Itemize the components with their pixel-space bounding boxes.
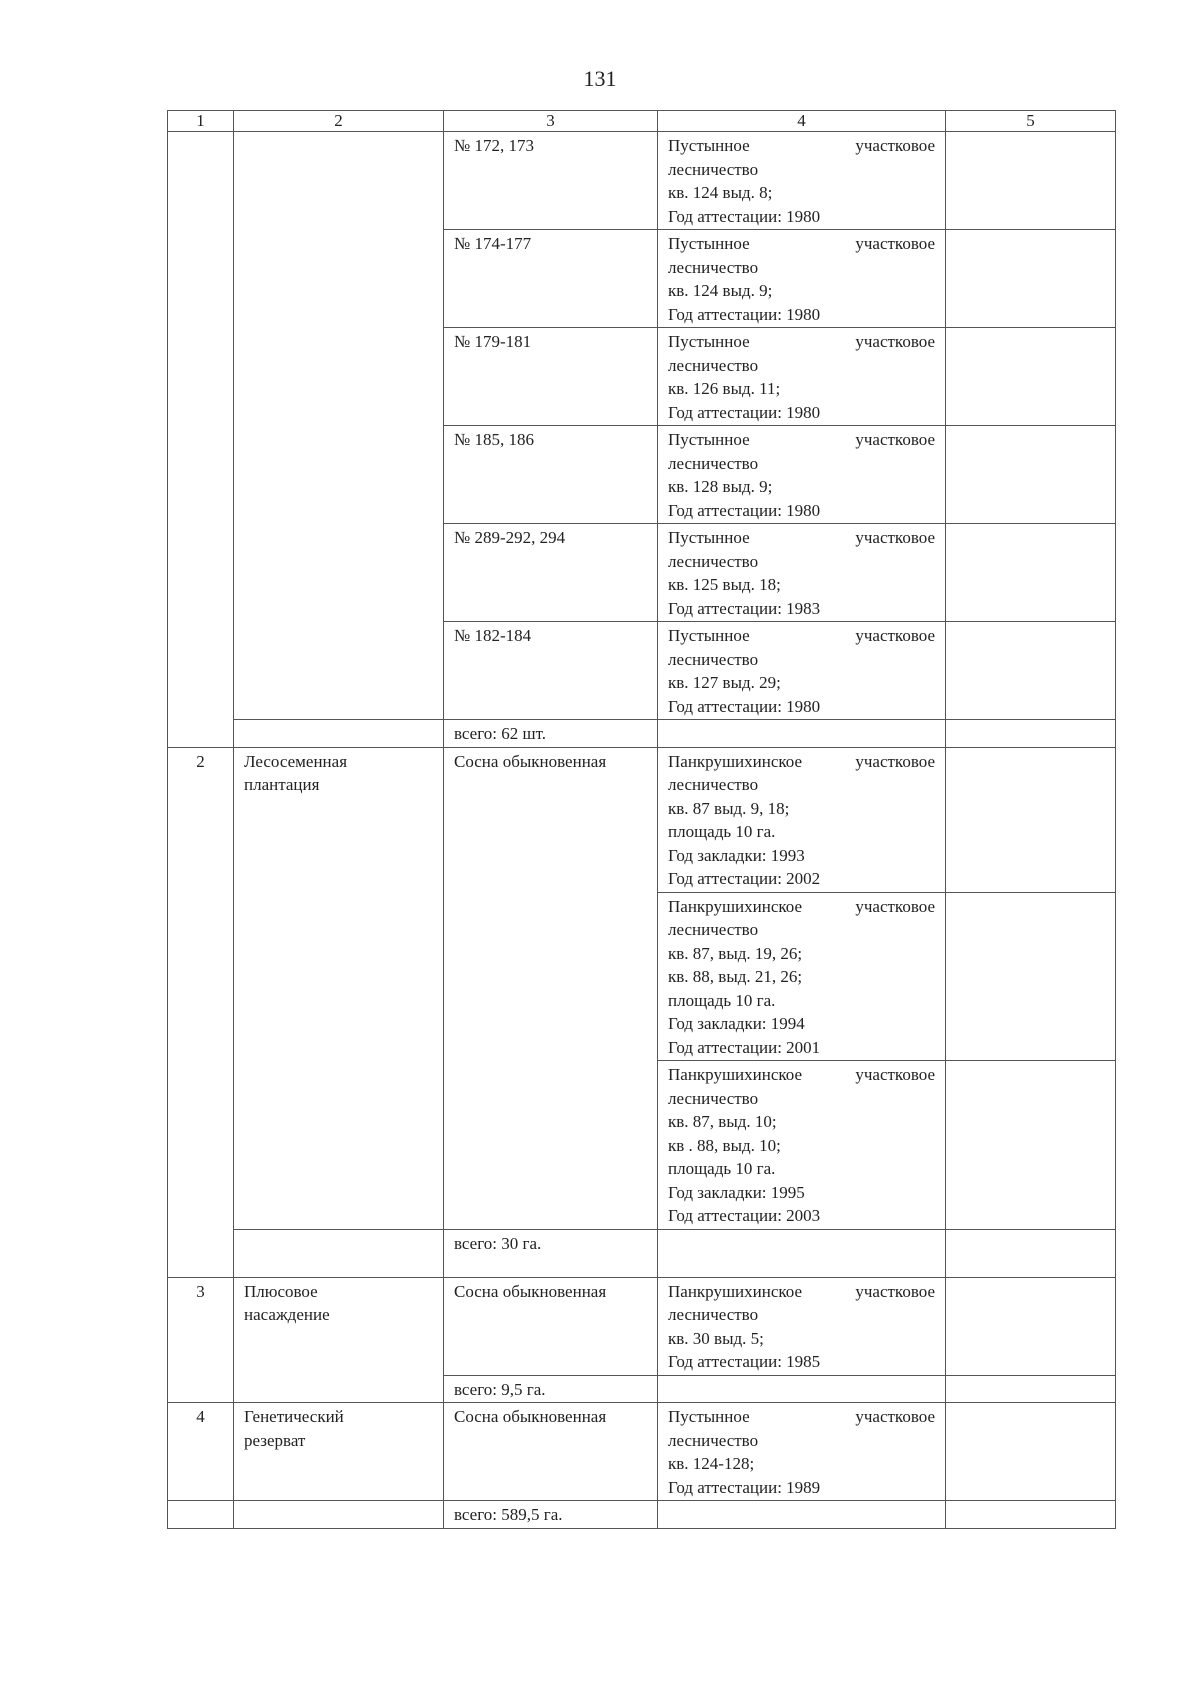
- object-id-cell: № 182-184: [444, 622, 658, 720]
- section-name-cell: [234, 1229, 444, 1277]
- notes-cell: [946, 132, 1116, 230]
- location-cell: Пустынное участковое лесничество кв. 126 выд. 11; Год аттестации: 1980: [658, 328, 946, 426]
- section-number-cell: 3: [168, 1277, 234, 1403]
- location-cell: Пустынное участковое лесничество кв. 124 выд. 9; Год аттестации: 1980: [658, 230, 946, 328]
- section-name-cell: Плюсовое насаждение: [234, 1277, 444, 1403]
- table-row: [168, 1403, 1116, 1501]
- table-row: [168, 747, 1116, 892]
- section-number-cell: [168, 132, 234, 748]
- table-row: [168, 1277, 1116, 1375]
- notes-cell: [946, 1277, 1116, 1375]
- notes-cell: [946, 1229, 1116, 1277]
- header-col-4: 4: [658, 111, 946, 132]
- object-id-cell: № 179-181: [444, 328, 658, 426]
- header-col-2: 2: [234, 111, 444, 132]
- section-name-cell: Генетический резерват: [234, 1403, 444, 1501]
- section-name-cell: Лесосеменная плантация: [234, 747, 444, 1229]
- total-row: [168, 1229, 1116, 1277]
- location-cell: Панкрушихинское участковое лесничество кв. 87 выд. 9, 18; площадь 10 га. Год закладки: 1993 Год аттестации: 2002: [658, 747, 946, 892]
- header-col-3: 3: [444, 111, 658, 132]
- location-cell: Панкрушихинское участковое лесничество кв. 87, выд. 10; кв . 88, выд. 10; площадь 10 га. Год закладки: 1995 Год аттестации: 2003: [658, 1061, 946, 1230]
- notes-cell: [946, 426, 1116, 524]
- section-number-cell: 2: [168, 747, 234, 1277]
- object-id-cell: № 174-177: [444, 230, 658, 328]
- location-cell: Панкрушихинское участковое лесничество кв. 87, выд. 19, 26; кв. 88, выд. 21, 26; площадь 10 га. Год закладки: 1994 Год аттестации: 2001: [658, 892, 946, 1061]
- species-cell: Сосна обыкновенная: [444, 1403, 658, 1501]
- section-name-cell: [234, 132, 444, 720]
- section-name-cell: [234, 1501, 444, 1529]
- location-cell: [658, 720, 946, 748]
- table-header-row: [168, 111, 1116, 132]
- notes-cell: [946, 1061, 1116, 1230]
- notes-cell: [946, 1375, 1116, 1403]
- total-cell: всего: 9,5 га.: [444, 1375, 658, 1403]
- forest-seed-objects-table: [167, 110, 1116, 1529]
- table-row: [168, 132, 1116, 230]
- header-col-1: 1: [168, 111, 234, 132]
- notes-cell: [946, 622, 1116, 720]
- notes-cell: [946, 328, 1116, 426]
- section-number-cell: 4: [168, 1403, 234, 1501]
- location-cell: Пустынное участковое лесничество кв. 128 выд. 9; Год аттестации: 1980: [658, 426, 946, 524]
- location-cell: Пустынное участковое лесничество кв. 127 выд. 29; Год аттестации: 1980: [658, 622, 946, 720]
- total-cell: всего: 62 шт.: [444, 720, 658, 748]
- section-number-cell: [168, 1501, 234, 1529]
- location-cell: Пустынное участковое лесничество кв. 125 выд. 18; Год аттестации: 1983: [658, 524, 946, 622]
- notes-cell: [946, 892, 1116, 1061]
- species-cell: Сосна обыкновенная: [444, 747, 658, 1229]
- object-id-cell: № 172, 173: [444, 132, 658, 230]
- location-cell: [658, 1375, 946, 1403]
- location-cell: Панкрушихинское участковое лесничество кв. 30 выд. 5; Год аттестации: 1985: [658, 1277, 946, 1375]
- notes-cell: [946, 230, 1116, 328]
- location-cell: [658, 1229, 946, 1277]
- species-cell: Сосна обыкновенная: [444, 1277, 658, 1375]
- notes-cell: [946, 747, 1116, 892]
- object-id-cell: № 289-292, 294: [444, 524, 658, 622]
- object-id-cell: № 185, 186: [444, 426, 658, 524]
- header-col-5: 5: [946, 111, 1116, 132]
- notes-cell: [946, 1501, 1116, 1529]
- notes-cell: [946, 524, 1116, 622]
- total-cell: всего: 30 га.: [444, 1229, 658, 1277]
- notes-cell: [946, 720, 1116, 748]
- total-cell: всего: 589,5 га.: [444, 1501, 658, 1529]
- total-row: [168, 720, 1116, 748]
- location-cell: [658, 1501, 946, 1529]
- location-cell: Пустынное участковое лесничество кв. 124-128; Год аттестации: 1989: [658, 1403, 946, 1501]
- page-number: 131: [583, 66, 617, 91]
- notes-cell: [946, 1403, 1116, 1501]
- total-row: [168, 1501, 1116, 1529]
- location-cell: Пустынное участковое лесничество кв. 124 выд. 8; Год аттестации: 1980: [658, 132, 946, 230]
- section-name-cell: [234, 720, 444, 748]
